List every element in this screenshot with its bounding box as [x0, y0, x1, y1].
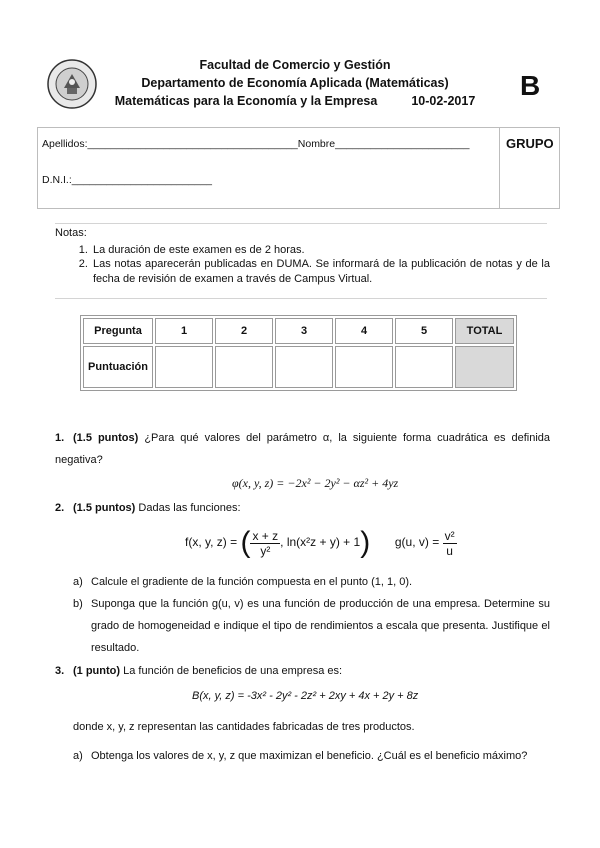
- score-table: [80, 315, 517, 391]
- course-title: [110, 92, 480, 110]
- score-cell[interactable]: [155, 346, 213, 388]
- question-3: [55, 660, 550, 682]
- exam-group-letter: B: [520, 70, 541, 101]
- f-second-component: , ln(x²z + y) + 1: [280, 535, 361, 550]
- total-score-cell[interactable]: [455, 346, 514, 388]
- question-points: (1 punto): [73, 665, 121, 677]
- subquestion-text: Obtenga los valores de x, y, z que maximizan el beneficio. ¿Cuál es el beneficio máximo?: [91, 750, 528, 762]
- dni-field[interactable]: [42, 174, 212, 186]
- question-text: Dadas las funciones:: [138, 502, 241, 514]
- total-header: TOTAL: [455, 318, 514, 344]
- question-number-cell: 5: [395, 318, 453, 344]
- notes-title: Notas:: [55, 227, 87, 239]
- subquestion-label: a): [73, 576, 83, 588]
- question-3a: [73, 745, 550, 767]
- surname-blank[interactable]: ____________________________________: [87, 138, 298, 150]
- name-blank[interactable]: _______________________: [335, 138, 470, 150]
- left-paren: (: [240, 526, 251, 559]
- department-title: Departamento de Economía Aplicada (Matemáticas): [141, 76, 449, 90]
- surname-field[interactable]: [42, 138, 469, 150]
- question-number-cell: 2: [215, 318, 273, 344]
- score-cell[interactable]: [275, 346, 333, 388]
- question-text: ¿Para qué valores del parámetro α, la siguiente forma cuadrática es definida negativa?: [55, 432, 550, 466]
- exam-header: [110, 56, 480, 110]
- subquestion-label: b): [73, 598, 83, 610]
- score-row: [83, 346, 514, 388]
- question-points: (1.5 puntos): [73, 502, 136, 514]
- subquestion-text: Calcule el gradiente de la función compuesta en el punto (1, 1, 0).: [91, 576, 413, 588]
- g-fraction-numerator: v²: [444, 528, 455, 543]
- divider-bottom: [55, 298, 547, 299]
- box-divider: [499, 128, 500, 208]
- profit-function-formula: B(x, y, z) = -3x² - 2y² - 2z² + 2xy + 4x + 2y + 8z: [192, 690, 419, 702]
- question-2: [55, 497, 550, 519]
- g-fraction: [443, 529, 457, 558]
- score-cell[interactable]: [335, 346, 393, 388]
- note-item: 2. Las notas aparecerán publicadas en DUMA. Se informará de la publicación de notas y de la fecha de revisión de examen a través de Campus Virtual.: [91, 257, 550, 286]
- question-points: (1.5 puntos): [73, 432, 139, 444]
- course-name: Matemáticas para la Economía y la Empresa: [114, 94, 378, 108]
- f-fraction: [250, 529, 280, 558]
- dni-blank[interactable]: ________________________: [71, 174, 212, 186]
- question-number: 2.: [55, 502, 65, 514]
- g-fraction-denominator: u: [446, 543, 453, 558]
- question-number-cell: 3: [275, 318, 333, 344]
- note-item: 1. La duración de este examen es de 2 horas.: [91, 243, 550, 258]
- f-fraction-denominator: y²: [260, 543, 271, 558]
- question-number-cell: 4: [335, 318, 393, 344]
- score-cell[interactable]: [395, 346, 453, 388]
- university-seal-logo: [46, 58, 98, 110]
- score-header: Puntuación: [83, 346, 153, 388]
- f-fraction-numerator: x + z: [252, 528, 279, 543]
- question-2a: [73, 571, 550, 593]
- surname-label: Apellidos:: [42, 138, 88, 150]
- exam-notes: [55, 226, 550, 286]
- g-definition-lhs: g(u, v) =: [394, 535, 440, 550]
- quadratic-form-formula: φ(x, y, z) = −2x² − 2y² − αz² + 4yz: [232, 476, 399, 490]
- subquestion-text: Suponga que la función g(u, v) es una función de producción de una empresa. Determine su grado de homogeneidad e indique el tipo de rendimientos a escala que presenta. Justifique el resultado.: [91, 598, 550, 654]
- subquestion-label: a): [73, 750, 83, 762]
- student-id-box: [37, 127, 560, 209]
- name-label: Nombre: [297, 138, 336, 150]
- score-cell[interactable]: [215, 346, 273, 388]
- question-1: [55, 427, 550, 471]
- question-row: [83, 318, 514, 344]
- functions-formula: [185, 526, 457, 560]
- question-number: 1.: [55, 432, 65, 444]
- question-number-cell: 1: [155, 318, 213, 344]
- question-3-explanation: donde x, y, z representan las cantidades fabricadas de tres productos.: [73, 721, 415, 733]
- right-paren: ): [360, 526, 371, 559]
- notes-list: [55, 243, 550, 287]
- dni-label: D.N.I.:: [42, 174, 72, 186]
- faculty-title: Facultad de Comercio y Gestión: [199, 58, 391, 72]
- divider-top: [55, 223, 547, 224]
- question-text: La función de beneficios de una empresa es:: [123, 665, 343, 677]
- f-definition-lhs: f(x, y, z) =: [185, 535, 238, 550]
- question-2b: [73, 593, 550, 659]
- question-number: 3.: [55, 665, 65, 677]
- exam-date: 10-02-2017: [411, 94, 476, 108]
- question-header: Pregunta: [83, 318, 153, 344]
- group-label: GRUPO: [506, 136, 554, 151]
